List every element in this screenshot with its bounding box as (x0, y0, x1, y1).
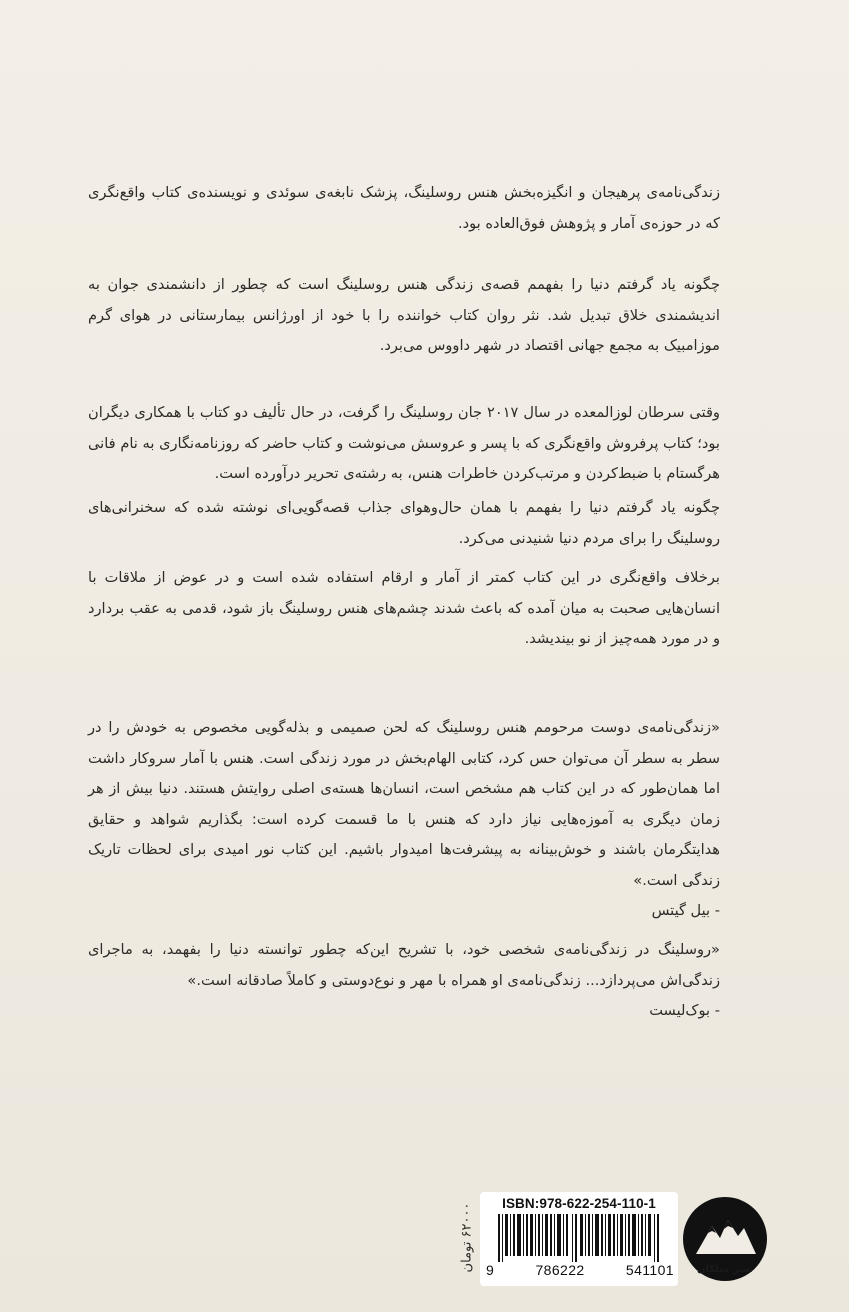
barcode-digit-group: 786222 (535, 1262, 585, 1278)
description-paragraph: چگونه یاد گرفتم دنیا را بفهمم با همان حال‌وهوای جذاب قصه‌گویی‌ای نوشته شده که سخنرانی‌های روسلینگ را برای مردم دنیا شنیدنی می‌کرد. (88, 499, 720, 547)
blurb-quote (88, 713, 720, 927)
bottom-info (459, 1192, 754, 1286)
barcode-icon (488, 1214, 672, 1262)
blurb-quote (88, 935, 720, 1027)
blurb-quote-text: «زندگی‌نامه‌ی دوست مرحومم هنس روسلینگ که لحن صمیمی و بذله‌گویی مخصوص به خودش را در سطر به سطر آن می‌توان حس کرد، کتابی الهام‌بخش در مورد زندگی است. هنس با آمار سروکار داشت اما همان‌طور که در این کتاب هم مشخص است، انسان‌ها هسته‌ی اصلی روایتش هستند. دنیا بیش از هر زمان دیگری به آموزه‌هایی نیاز دارد که هنس با ما قسمت کرده است: بگذاریم شواهد و حقایق هدایتگرمان باشند و خوش‌بینانه به پیشرفت‌ها امیدوار باشیم. این کتاب نور امیدی برای لحظات تاریک زندگی است.» (88, 719, 720, 889)
price-label (454, 1202, 478, 1282)
publisher-logo (682, 1192, 768, 1286)
description-paragraph: چگونه یاد گرفتم دنیا را بفهمم قصه‌ی زندگی هنس روسلینگ است که چطور از دانشمندی جوان به اندیشمندی خلاق تبدیل شد. نثر روان کتاب خواننده را با خود از اورژانس بیمارستانی در هوای گرم موزامبیک به مجمع جهانی اقتصاد در شهر داووس می‌برد. (88, 276, 720, 354)
description-paragraph: وقتی سرطان لوزالمعده در سال ۲۰۱۷ جان روسلینگ را گرفت، در حال تألیف دو کتاب با همکاری دیگران بود؛ کتاب پرفروش واقع‌نگری که با پسر و عروسش می‌نوشت و کتاب حاضر که روزنامه‌نگاری به نام فانی هرگستام با ضبط‌کردن و مرتب‌کردن خاطرات هنس، به رشته‌ی تحریر درآورده است. (88, 404, 720, 482)
blurb-attribution: - بیل گیتس (651, 902, 720, 919)
barcode-number (486, 1262, 674, 1278)
blurb-quote-text: «روسلینگ در زندگی‌نامه‌ی شخصی خود، با تشریح این‌که چطور توانسته دنیا را بفهمد، به ماجرای زندگی‌اش می‌پردازد... زندگی‌نامه‌ی او همراه با مهر و نوع‌دوستی و کاملاً صادقانه است.» (88, 941, 720, 989)
description-paragraph: برخلاف واقع‌نگری در این کتاب کمتر از آمار و ارقام استفاده شده است و در عوض از ملاقات با انسان‌هایی صحبت به میان آمده که باعث شدند چشم‌های هنس روسلینگ باز شود، قدمی به عقب بردارد و در مورد همه‌چیز از نو بیندیشد. (88, 569, 720, 647)
publisher-name: نشر میلکان (696, 1264, 754, 1275)
intro-paragraph: زندگی‌نامه‌ی پرهیجان و انگیزه‌بخش هنس روسلینگ، پزشک نابغه‌ی سوئدی و نویسنده‌ی کتاب واقع‌نگری که در حوزه‌ی آمار و پژوهش فوق‌العاده بود. (88, 184, 720, 232)
isbn-text: ISBN:978-622-254-110-1 (502, 1196, 656, 1211)
barcode-digit-group: 9 (486, 1262, 495, 1278)
price-text: ۶۲۰۰۰ تومان (459, 1202, 475, 1273)
barcode-panel (480, 1192, 678, 1286)
blurb-attribution: - بوک‌لیست (649, 1002, 720, 1019)
barcode-digit-group: 541101 (625, 1262, 674, 1278)
